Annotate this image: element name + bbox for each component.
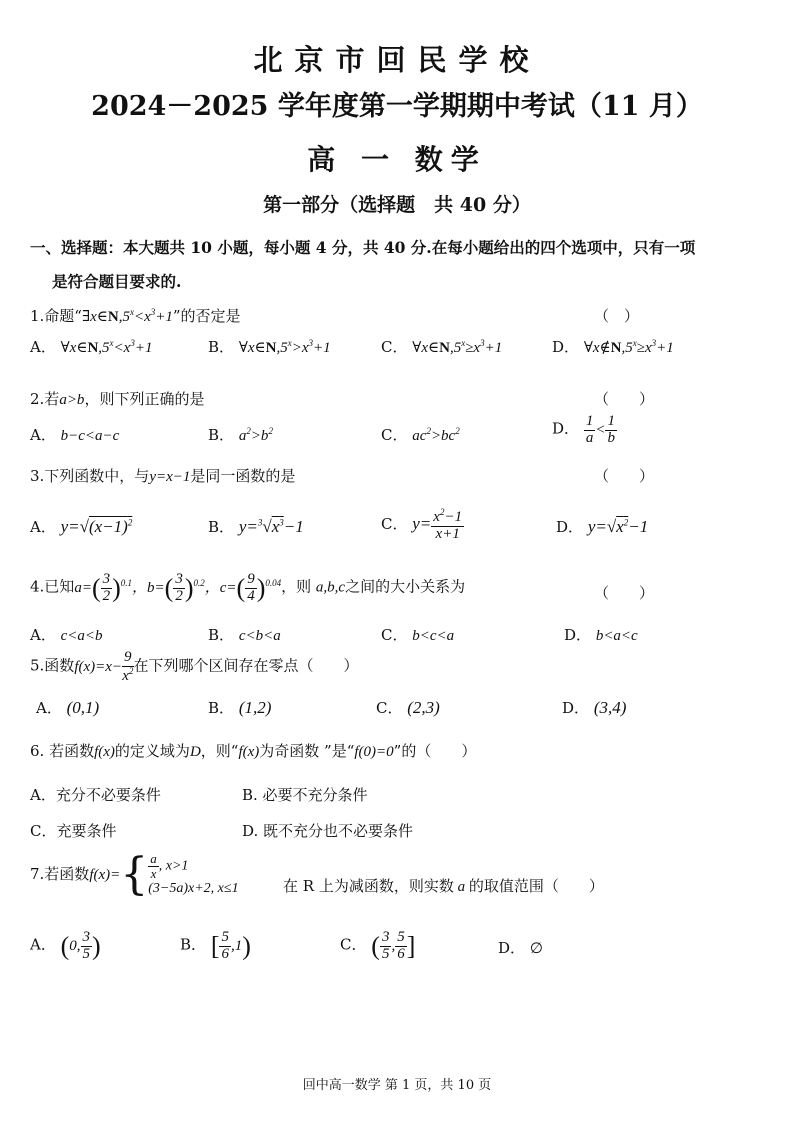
option-6a: A．充分不必要条件 [30, 786, 161, 804]
option-3a: A． $y=√(x-1)^2$ [30, 517, 133, 536]
option-5d: D． (3,4) [562, 698, 627, 717]
option-3d: D． $y=√x^2-1$ [556, 517, 649, 536]
option-6d: D. 既不充分也不必要条件 [242, 822, 414, 840]
option-1c: C． $\forall x\in N,5^x\ge x^3+1$ [381, 338, 503, 356]
answer-blank: （ ） [594, 584, 655, 602]
option-7a: A． (0, $\frac{3}{5}$ ) [30, 929, 101, 962]
option-4c: C． b<c<a [381, 626, 455, 644]
answer-blank: （ ） [594, 390, 655, 408]
school-name: 北京市回民学校 [253, 43, 541, 77]
option-2b: B． $a^2>b^2$ [208, 426, 273, 444]
option-4b: B． c<b<a [208, 626, 281, 644]
option-3c: C． y= $\frac{x^2-1}{x+1}$ [381, 507, 463, 542]
page-footer: 回中高一数学 第 1 页，共 10 页 [302, 1078, 492, 1093]
question-2-stem: 2.若a>b，则下列正确的是 [30, 390, 205, 408]
option-6c: C．充要条件 [30, 822, 117, 840]
question-4-stem: 4.已知a=( $\frac{3}{2}$ )$^{0.1}$，b=( $\frac{3}{2}$ )$^{0.2}$，c=( $\frac{9}{4}$ )$^{0.04}$，则 a,b,c之间的大小关系为 [30, 571, 466, 604]
option-3b: B． $y=^3√x^3-1$ [208, 517, 304, 536]
option-4a: A． c<a<b [30, 626, 103, 644]
option-1a: A． $\forall x\in N,5^x<x^3+1$ [30, 338, 153, 356]
question-1-stem: 1.命题“$\exists x\in N,5^x<x^3+1$”的否定是 [30, 307, 241, 325]
option-2a: A． b−c<a−c [30, 426, 120, 444]
option-2d: D． $\frac{1}{a}$ < $\frac{1}{b}$ [552, 413, 615, 446]
subject-title: 高 一 数学 [307, 143, 487, 176]
section-instructions-line2: 是符合题目要求的. [52, 272, 182, 291]
question-7-stem-tail: 在 R 上为减函数，则实数 a 的取值范围（ ） [283, 877, 604, 895]
option-5c: C． (2,3) [376, 698, 440, 717]
option-7b: B． [ $\frac{5}{6}$ ,1) [180, 929, 251, 962]
option-4d: D． b<a<c [564, 626, 638, 644]
answer-blank: （ ） [594, 307, 640, 325]
question-5-stem: 5.函数f(x)=x− $\frac{9}{x^2}$ 在下列哪个区间存在零点（ ） [30, 649, 359, 684]
option-5b: B． (1,2) [208, 698, 272, 717]
answer-blank: （ ） [594, 467, 655, 485]
option-1d: D． $\forall x\notin N,5^x\ge x^3+1$ [552, 338, 674, 356]
option-5a: A． (0,1) [36, 698, 100, 717]
option-1b: B． $\forall x\in N,5^x>x^3+1$ [208, 338, 331, 356]
question-7-stem: 7.若函数f(x)={ $\frac{a}{x}$ , x>1 (3−5a)x+2, x≤1 [30, 849, 239, 901]
option-7d: D． ∅ [498, 939, 543, 957]
section-instructions-line1: 一、选择题：本大题共 10 小题，每小题 4 分，共 40 分.在每小题给出的四个选项中，只有一项 [30, 238, 696, 257]
question-3-stem: 3.下列函数中，与y=x−1是同一函数的是 [30, 467, 296, 485]
option-7c: C． ( $\frac{3}{5}$ , $\frac{5}{6}$ ] [340, 929, 416, 962]
part-title: 第一部分（选择题 共 40 分） [263, 194, 531, 216]
option-6b: B. 必要不充分条件 [242, 786, 368, 804]
option-2c: C． $ac^2>bc^2$ [381, 426, 460, 444]
exam-title: 2024－2025 学年度第一学期期中考试（11 月） [91, 91, 703, 122]
question-6-stem: 6. 若函数f(x)的定义域为D，则“f(x)为奇函数 ”是“f(0)=0”的（ ） [30, 742, 477, 760]
